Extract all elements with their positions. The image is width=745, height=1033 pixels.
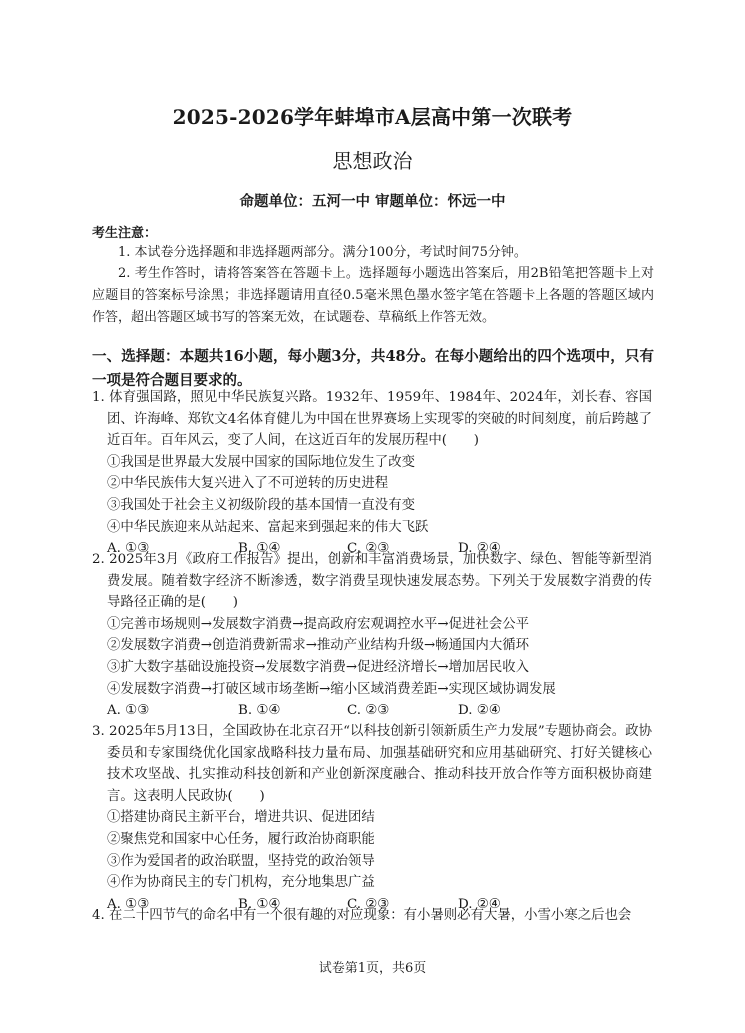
statement-1: ①完善市场规则→发展数字消费→提高政府宏观调控水平→促进社会公平 — [107, 616, 529, 632]
choice-c: C. ②③ — [347, 703, 390, 719]
statement-3: ③扩大数字基础设施投资→发展数字消费→促进经济增长→增加居民收入 — [107, 659, 529, 675]
choice-b: B. ①④ — [238, 896, 281, 912]
statement-4: ④发展数字消费→打破区域市场垄断→缩小区域消费差距→实现区域协调发展 — [107, 681, 556, 697]
statement-2: ②中华民族伟大复兴进入了不可逆转的历史进程 — [107, 476, 389, 492]
choice-b: B. ①④ — [238, 703, 281, 719]
statement-2: ②发展数字消费→创造消费新需求→推动产业结构升级→畅通国内大循环 — [107, 638, 529, 654]
choice-d: D. ②④ — [458, 896, 501, 912]
choice-a: A. ①③ — [107, 896, 150, 912]
question-stem: 4. 在二十四节气的命名中有一个很有趣的对应现象：有小暑则必有大暑，小雪小寒之后也会 — [92, 908, 632, 923]
notice-item-2: 2. 考生作答时，请将答案答在答题卡上。选择题每小题选出答案后，用2B铅笔把答题卡上对应题目的答案标号涂黑；非选择题请用直径0.5毫米黑色墨水签字笔在答题卡上各题的答题区域内作答，超出答题区域书写的答案无效，在试题卷、草稿纸上作答无效。 — [92, 266, 654, 325]
question-3 — [92, 721, 652, 915]
notice-item-1: 1. 本试卷分选择题和非选择题两部分。满分100分，考试时间75分钟。 — [118, 245, 527, 260]
choice-d: D. ②④ — [458, 703, 501, 719]
question-1 — [92, 387, 652, 560]
statement-3: ③作为爱国者的政治联盟，坚持党的政治领导 — [107, 853, 375, 869]
statement-1: ①搭建协商民主新平台，增进共识、促进团结 — [107, 810, 375, 826]
choice-b: B. ①④ — [238, 541, 281, 557]
question-stem: 1. 体育强国路，照见中华民族复兴路。1932年、1959年、1984年、2024年，刘长春、容国团、许海峰、郑钦文4名体育健儿为中国在世界赛场上实现零的突破的时间刻度，前后跨越了近百年。百年风云，变了人间，在这近百年的发展历程中( ) — [92, 390, 652, 449]
answer-choices — [92, 700, 652, 722]
exam-title: 2025-2026学年蚌埠市A层高中第一次联考 — [172, 105, 573, 129]
question-4 — [92, 905, 652, 927]
exam-units: 命题单位：五河一中 审题单位：怀远一中 — [239, 193, 506, 210]
choice-c: C. ②③ — [347, 896, 390, 912]
section-heading: 一、选择题：本题共16小题，每小题3分，共48分。在每小题给出的四个选项中，只有一项是符合题目要求的。 — [92, 348, 654, 389]
notice-heading: 考生注意： — [92, 226, 158, 241]
choice-c: C. ②③ — [347, 541, 390, 557]
question-stem: 3. 2025年5月13日，全国政协在北京召开“以科技创新引领新质生产力发展”专题协商会。政协委员和专家围绕优化国家战略科技力量布局、加强基础研究和应用基础研究、打好关键核心技术攻坚战、扎实推动科技创新和产业创新深度融合、推动科技开放合作等方面积极协商建言。这表明人民政协( ) — [92, 724, 652, 804]
statement-1: ①我国是世界最大发展中国家的国际地位发生了改变 — [107, 454, 415, 470]
statement-4: ④中华民族迎来从站起来、富起来到强起来的伟大飞跃 — [107, 519, 429, 535]
subject-title: 思想政治 — [332, 149, 413, 173]
choice-a: A. ①③ — [107, 703, 150, 719]
statement-4: ④作为协商民主的专门机构，充分地集思广益 — [107, 875, 375, 891]
question-2 — [92, 549, 652, 722]
page-footer: 试卷第1页，共6页 — [318, 961, 427, 976]
question-stem: 2. 2025年3月《政府工作报告》提出，创新和丰富消费场景，加快数字、绿色、智能等新型消费发展。随着数字经济不断渗透，数字消费呈现快速发展态势。下列关于发展数字消费的传导路径正确的是( ) — [92, 552, 652, 611]
statement-3: ③我国处于社会主义初级阶段的基本国情一直没有变 — [107, 497, 415, 513]
choice-d: D. ②④ — [458, 541, 501, 557]
choice-a: A. ①③ — [107, 541, 150, 557]
statement-2: ②聚焦党和国家中心任务，履行政治协商职能 — [107, 831, 375, 847]
